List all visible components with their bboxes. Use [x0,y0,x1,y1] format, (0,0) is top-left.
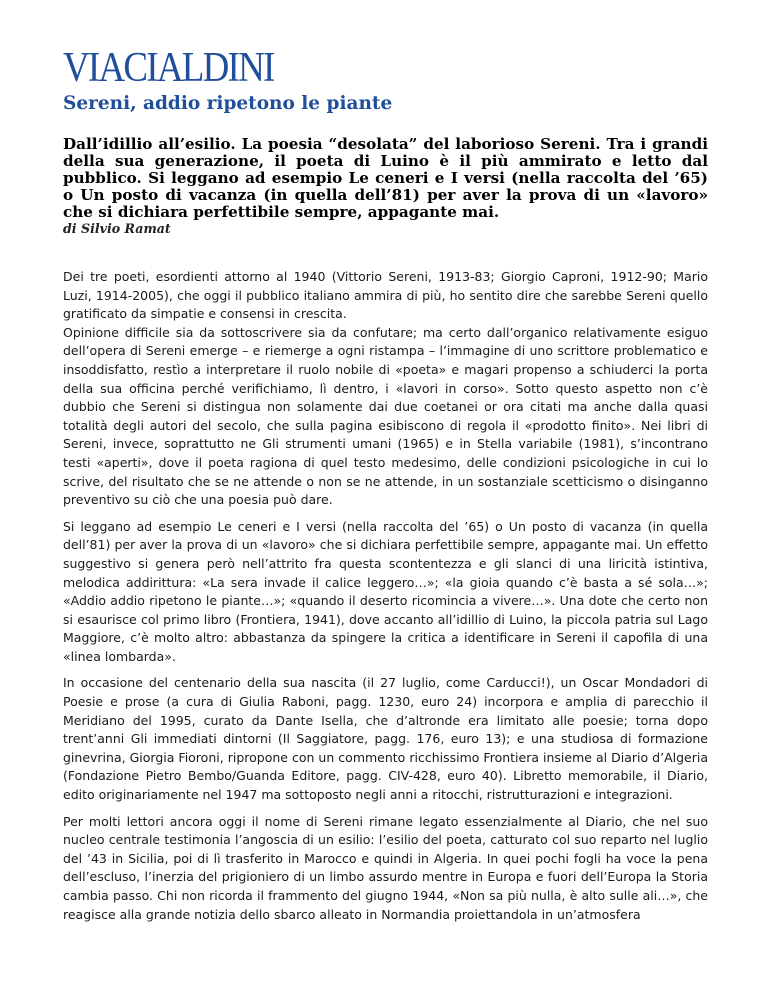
body-paragraph: In occasione del centenario della sua nascita (il 27 luglio, come Carducci!), un Oscar Mondadori di Poesie e prose (a cura di Giulia Raboni, pagg. 1230, euro 24) incorpora e amplia di parecchio il Meridiano del 1995, curato da Dante Isella, che d’altronde era limitato alle poesie; torna dopo trent’anni Gli immediati dintorni (Il Saggiatore, pagg. 176, euro 13); e una studiosa di formazione ginevrina, Giorgia Fioroni, ripropone con un commento ricchissimo Frontiera insieme al Diario d’Algeria (Fondazione Pietro Bembo/Guanda Editore, pagg. CIV-428, euro 40). Libretto memorabile, il Diario, edito originariamente nel 1947 ma sottoposto negli anni a ritocchi, ristrutturazioni e integrazioni. [63,675,708,803]
article-title: Sereni, addio ripetono le piante [63,93,393,114]
body-paragraph: Si leggano ad esempio Le ceneri e I versi (nella raccolta del ’65) o Un posto di vacanza (in quella dell’81) per aver la prova di un «lavoro» che si dichiara perfettibile sempre, appagante mai. Un effetto suggestivo si genera però nell’attrito fra questa scontentezza e gli slanci di una liricità istintiva, melodica addirittura: «La sera invade il calice leggero…»; «la gioia quando c’è basta a sé sola…»; «Addio addio ripetono le piante…»; «quando il deserto ricomincia a vivere…». Una dote che certo non si esaurisce col primo libro (Frontiera, 1941), dove accanto all’idillio di Luino, la piccola patria sul Lago Maggiore, c’è molto altro: abbastanza da spingere la critica a identificare in Sereni il capofila di una «linea lombarda». [63,518,708,664]
article-body [63,268,708,924]
body-paragraph: Per molti lettori ancora oggi il nome di Sereni rimane legato essenzialmente al Diario, che nel suo nucleo centrale testimonia l’angoscia di un esilio: l’esilio del poeta, catturato col suo reparto nel luglio del ’43 in Sicilia, poi di lì trasferito in Marocco e quindi in Algeria. In quei pochi fogli ha voce la pena dell’escluso, l’inerzia del prigioniero di un limbo assurdo mentre in Europa e fuori dell’Europa la Storia cambia passo. Chi non ricorda il frammento del giugno 1944, «Non sa più nulla, è alto sulle ali…», che reagisce alla grande notizia dello sbarco alleato in Normandia proiettandola in un’atmosfera [63,813,708,922]
body-paragraph: Dei tre poeti, esordienti attorno al 1940 (Vittorio Sereni, 1913-83; Giorgio Caproni, 1912-90; Mario Luzi, 1914-2005), che oggi il pubblico italiano ammira di più, ho sentito dire che sarebbe Sereni quello gratificato da simpatie e consensi in crescita. [63,269,708,322]
site-logo[interactable]: VIACIALDINI [63,45,274,91]
article-byline: di Silvio Ramat [63,221,171,236]
article-lead: Dall’idillio all’esilio. La poesia “desolata” del laborioso Sereni. Tra i grandi della sua generazione, il poeta di Luino è il più ammirato e letto dal pubblico. Si leggano ad esempio Le ceneri e I versi (nella raccolta del ’65) o Un posto di vacanza (in quella dell’81) per aver la prova di un «lavoro» che si dichiara perfettibile sempre, appagante mai. [63,135,708,221]
body-paragraph: Opinione difficile sia da sottoscrivere sia da confutare; ma certo dall’organico relativamente esiguo dell’opera di Sereni emerge – e riemerge a ogni ristampa – l’immagine di uno scrittore problematico e insoddisfatto, restìo a interpretare il ruolo nobile di «poeta» e magari propenso a schiuderci la porta della sua officina perché verifichiamo, lì dentro, i «lavori in corso». Sotto questo aspetto non c’è dubbio che Sereni si distingua non solamente dai due coetanei or ora citati ma anche dalla quasi totalità degli autori del secolo, che sulla pagina esibiscono di regola il «prodotto finito». Nei libri di Sereni, invece, soprattutto ne Gli strumenti umani (1965) e in Stella variabile (1981), s’incontrano testi «aperti», dove il poeta ragiona di quel testo medesimo, delle condizioni psicologiche in cui lo scrive, del risultato che se ne attende o non se ne attende, in un sostanziale scetticismo o disinganno preventivo su ciò che una poesia può dare. [63,324,708,508]
article [63,44,708,932]
